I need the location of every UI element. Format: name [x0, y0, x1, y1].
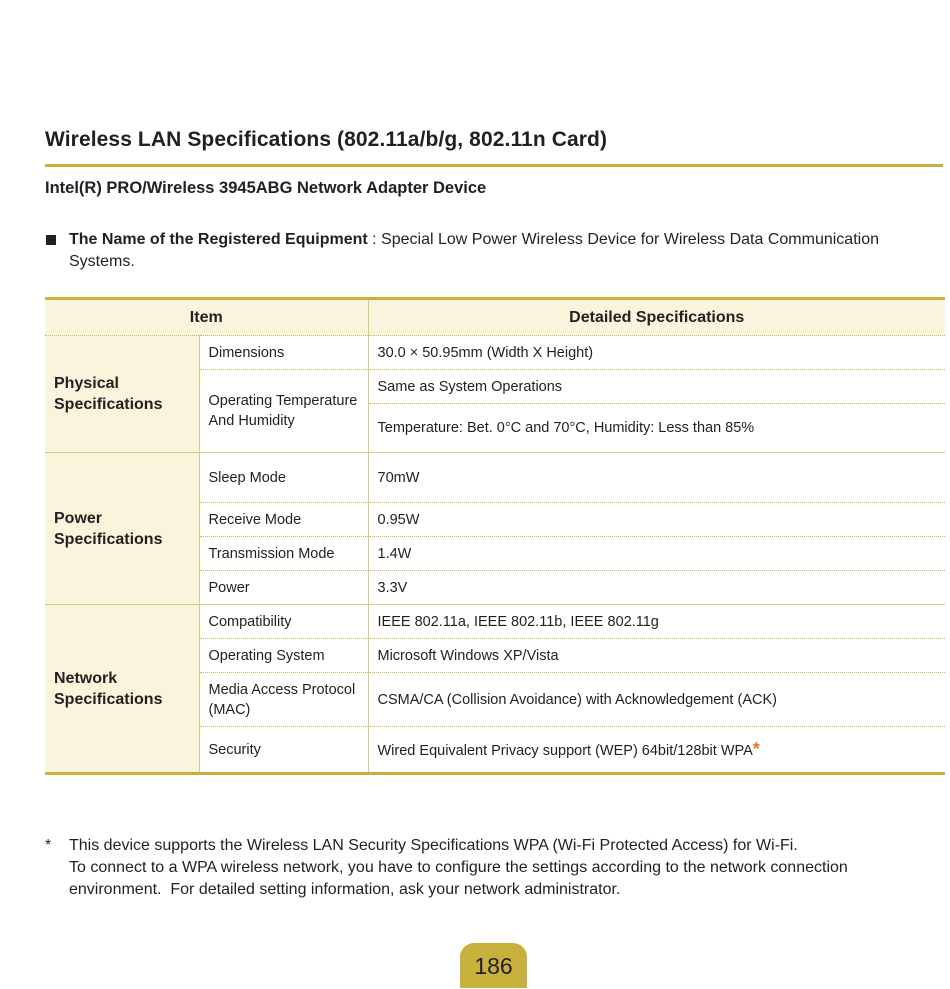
item-security: Security — [199, 727, 368, 774]
footnote-line-2: To connect to a WPA wireless network, you have to configure the settings according to the network connection environment. For detailed setting information, ask your network administrator. — [69, 859, 848, 898]
item-compatibility: Compatibility — [199, 605, 368, 639]
value-sleep-mode: 70mW — [368, 453, 945, 503]
value-security — [368, 727, 945, 774]
value-operating-system: Microsoft Windows XP/Vista — [368, 639, 945, 673]
value-mac: CSMA/CA (Collision Avoidance) with Acknowledgement (ACK) — [368, 673, 945, 727]
item-transmission-mode: Transmission Mode — [199, 537, 368, 571]
equipment-text: : Special Low Power Wireless Device for Wireless Data Communication Systems. — [69, 231, 879, 270]
item-operating-system: Operating System — [199, 639, 368, 673]
registered-equipment-note — [69, 229, 929, 273]
header-item: Item — [45, 299, 368, 336]
value-receive-mode: 0.95W — [368, 503, 945, 537]
table-row — [45, 336, 945, 370]
value-operating-same: Same as System Operations — [368, 370, 945, 404]
value-compatibility: IEEE 802.11a, IEEE 802.11b, IEEE 802.11g — [368, 605, 945, 639]
item-sleep-mode: Sleep Mode — [199, 453, 368, 503]
item-dimensions: Dimensions — [199, 336, 368, 370]
value-transmission-mode: 1.4W — [368, 537, 945, 571]
value-dimensions: 30.0 × 50.95mm (Width X Height) — [368, 336, 945, 370]
spec-table — [45, 297, 945, 775]
table-row — [45, 453, 945, 503]
square-bullet-icon — [46, 235, 56, 245]
item-mac: Media Access Protocol (MAC) — [199, 673, 368, 727]
header-details: Detailed Specifications — [368, 299, 945, 336]
footnote-line-1: This device supports the Wireless LAN Security Specifications WPA (Wi-Fi Protected Access) for Wi-Fi. — [69, 837, 798, 854]
page-number: 186 — [460, 943, 527, 988]
device-name: Intel(R) PRO/Wireless 3945ABG Network Adapter Device — [45, 179, 487, 197]
item-power: Power — [199, 571, 368, 605]
value-operating-temperature: Temperature: Bet. 0°C and 70°C, Humidity: Less than 85% — [368, 404, 945, 453]
item-operating-temperature: Operating Temperature And Humidity — [199, 370, 368, 453]
table-header-row — [45, 299, 945, 336]
group-physical: Physical Specifications — [45, 336, 199, 453]
title-underline — [45, 164, 943, 167]
security-text: Wired Equivalent Privacy support (WEP) 64bit/128bit WPA — [377, 743, 753, 759]
equipment-label: The Name of the Registered Equipment — [69, 231, 368, 248]
table-row — [45, 605, 945, 639]
item-receive-mode: Receive Mode — [199, 503, 368, 537]
footnote-asterisk: * — [752, 739, 760, 759]
group-power: Power Specifications — [45, 453, 199, 605]
value-power: 3.3V — [368, 571, 945, 605]
page-title: Wireless LAN Specifications (802.11a/b/g, 802.11n Card) — [45, 128, 608, 151]
footnote — [45, 835, 929, 901]
footnote-mark: * — [45, 837, 52, 854]
group-network: Network Specifications — [45, 605, 199, 774]
